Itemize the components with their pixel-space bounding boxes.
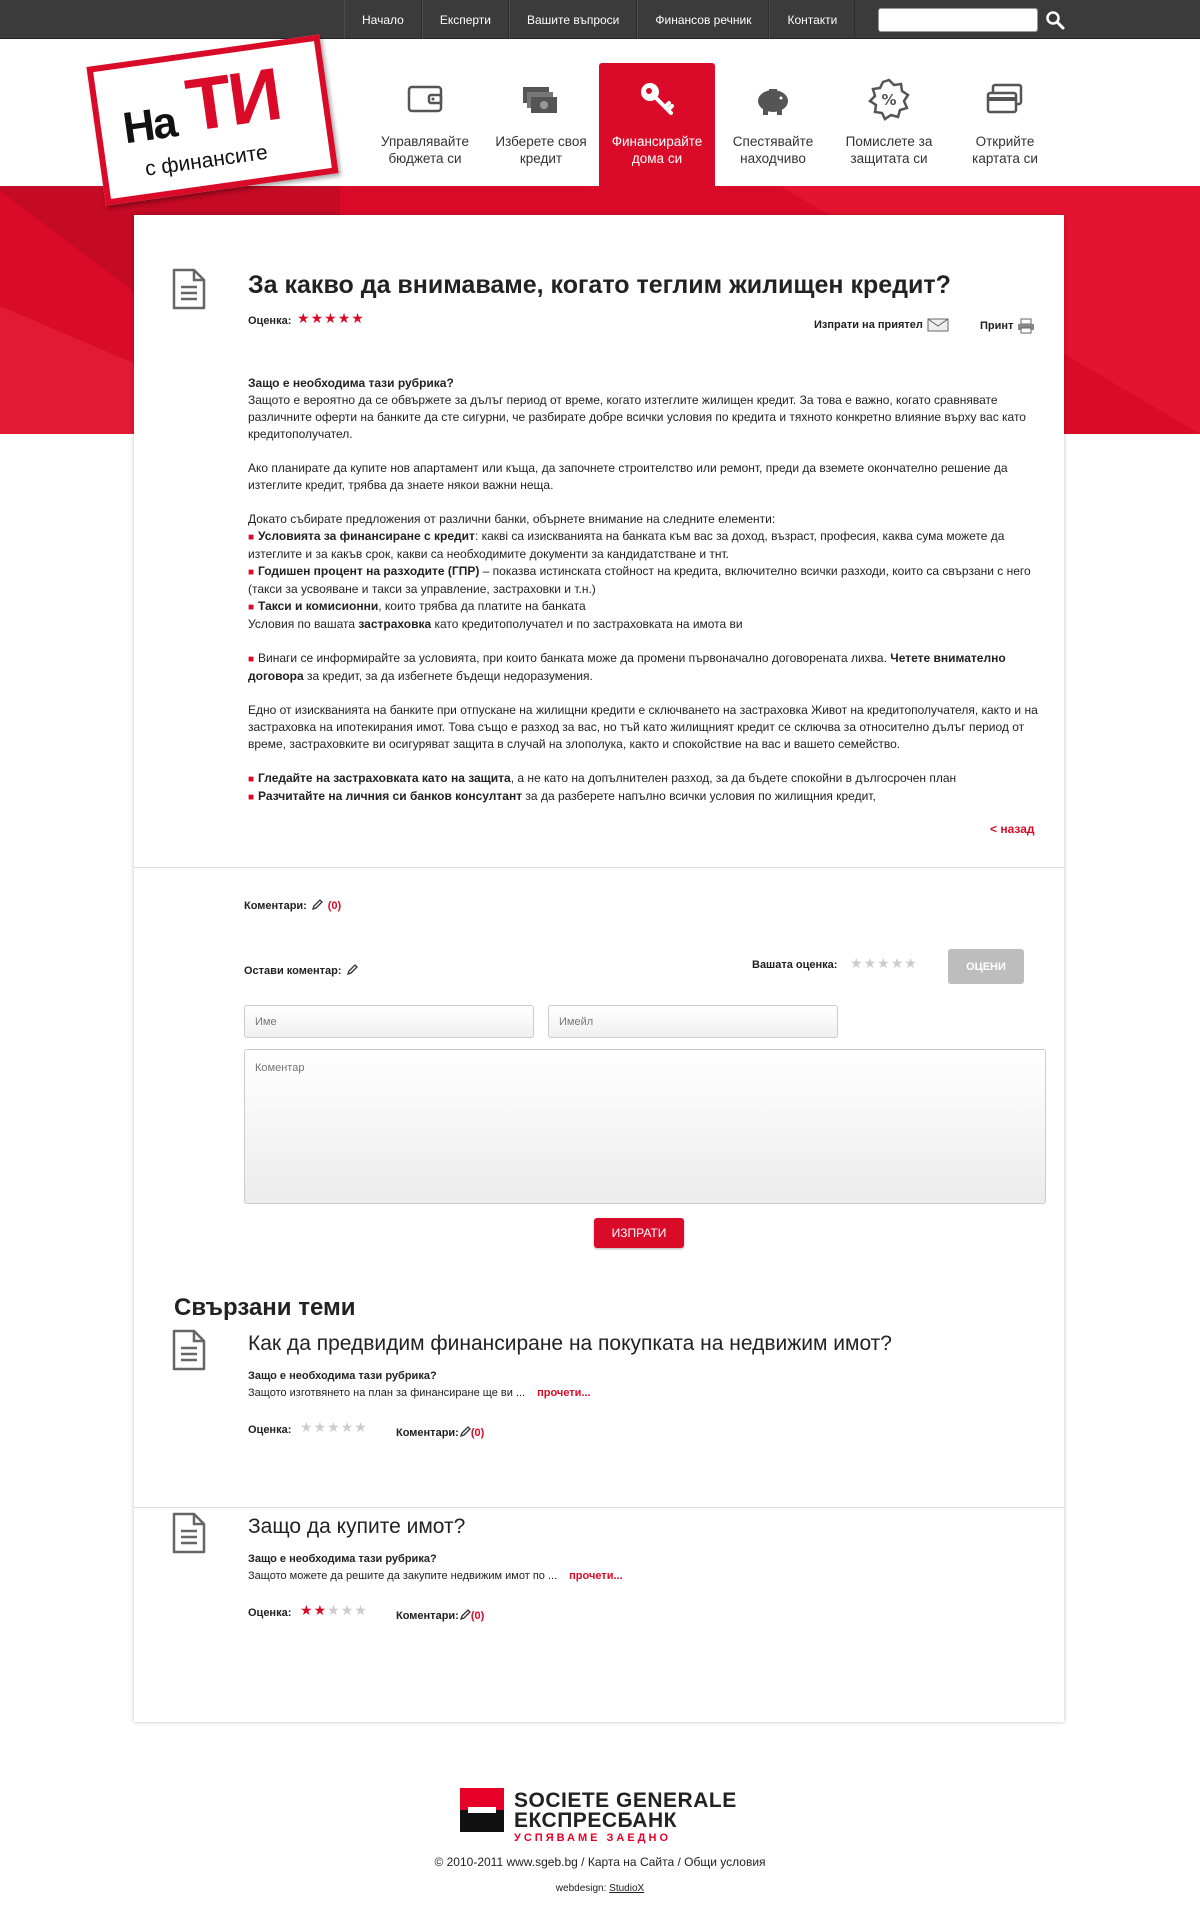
category-cards[interactable]: [947, 63, 1063, 186]
key-icon: [635, 77, 679, 121]
percent-badge-icon: [867, 77, 911, 121]
star-empty-icon: ★: [354, 1602, 368, 1618]
article-title: За какво да внимаваме, когато теглим жилищен кредит?: [248, 271, 951, 299]
article-body: [248, 375, 1038, 806]
star-filled-icon: ★: [324, 310, 338, 326]
related-item-title[interactable]: Защо да купите имот?: [248, 1515, 466, 1538]
print-link[interactable]: [980, 318, 1035, 334]
pencil-icon: [459, 1426, 471, 1438]
bank-name-line2: ЕКСПРЕСБАНК: [514, 1809, 677, 1832]
bank-name-line1: SOCIETE GENERALE: [514, 1789, 737, 1812]
rating-label: Оценка:: [248, 1424, 292, 1436]
topnav-your-questions[interactable]: Вашите въпроси: [509, 0, 637, 39]
category-credit[interactable]: [483, 63, 599, 186]
star-empty-icon[interactable]: ★: [863, 955, 878, 971]
category-label: Спестявайте находчиво: [732, 134, 814, 166]
category-label: Управлявайте бюджета си: [381, 134, 469, 166]
top-navigation: [344, 0, 855, 39]
star-empty-icon[interactable]: ★: [850, 955, 864, 971]
article-rating-stars: [297, 310, 365, 327]
svg-text:%: %: [881, 91, 897, 109]
category-savings[interactable]: [715, 63, 831, 186]
related-item-question: Защо е необходима тази рубрика?: [248, 1553, 437, 1565]
category-navigation: [367, 63, 1063, 186]
sitemap-link[interactable]: Карта на Сайта: [587, 1855, 675, 1869]
star-filled-icon: ★: [300, 1602, 314, 1618]
star-empty-icon[interactable]: ★: [877, 955, 891, 971]
submit-comment-button[interactable]: ИЗПРАТИ: [594, 1218, 684, 1248]
category-home[interactable]: [599, 63, 715, 186]
copyright-text: © 2010-2011 www.sgeb.bg: [434, 1855, 578, 1869]
divider: [134, 1507, 1064, 1508]
category-label: Помислете за защитата си: [845, 134, 933, 166]
related-item-question: Защо е необходима тази рубрика?: [248, 1370, 437, 1382]
search-input[interactable]: [878, 8, 1038, 32]
bank-slogan: УСПЯВАМЕ ЗАЕДНО: [514, 1832, 672, 1844]
rate-button[interactable]: ОЦЕНИ: [948, 949, 1024, 984]
cards-icon: [983, 77, 1027, 121]
star-filled-icon: ★: [297, 310, 311, 326]
topnav-glossary[interactable]: Финансов речник: [637, 0, 769, 39]
divider: [134, 867, 1064, 868]
wallet-icon: [403, 77, 447, 121]
terms-link[interactable]: Общи условия: [684, 1855, 766, 1869]
star-empty-icon: ★: [327, 1419, 341, 1435]
article-paragraph: Докато събирате предложения от различни банки, обърнете внимание на следните елементи:: [248, 512, 776, 526]
bullet-item: ■ Годишен процент на разходите (ГПР) – показва истинската стойност на кредита, включително всички разходи, които са свързани с него (такси за усвояване и такси за управление, застраховки и т.н.): [248, 564, 1031, 596]
name-field[interactable]: [244, 1005, 534, 1038]
star-empty-icon: ★: [313, 1419, 328, 1435]
article-paragraph: Ако планирате да купите нов апартамент или къща, да започнете строителство или ремонт, преди да вземете окончателно решение да изтеглите кредит, трябва да знаете някои важни неща.: [248, 461, 1008, 492]
rating-label: Оценка:: [248, 315, 292, 327]
printer-icon: [1017, 318, 1035, 334]
star-empty-icon[interactable]: ★: [904, 955, 918, 971]
related-item-comments: Коментари: (0): [396, 1427, 485, 1439]
category-label: Открийте картата си: [972, 134, 1038, 166]
category-budget[interactable]: [367, 63, 483, 186]
star-empty-icon: ★: [340, 1602, 355, 1618]
search-icon[interactable]: [1045, 10, 1065, 30]
article-paragraph: Защото е вероятно да се обвържете за дълъг период от време, когато изтеглите жилищен кредит. За това е важно, когато сравнявате различните оферти на банките да сте сигурни, че разбирате добре всички условия по кредита и тяхното конкретно влияние върху вас като кредитополучател.: [248, 393, 1026, 441]
document-icon: [170, 1328, 208, 1372]
bullet-item: ■ Условията за финансиране с кредит: каквi са изискванията на банката към вас за доход, възраст, професия, каква сума можете да изтеглите и за какъв срок, какви са необходимите документи за кандидатстване и тнт.: [248, 529, 1005, 561]
topnav-experts[interactable]: Експерти: [422, 0, 509, 39]
document-icon: [170, 1511, 208, 1555]
category-label: Финансирайте дома си: [611, 134, 703, 166]
related-item-excerpt: Защото изготвянето на план за финансиране ще ви ... прочети...: [248, 1387, 591, 1399]
print-label: Принт: [980, 320, 1014, 332]
logo-text-finances: с финансите: [143, 140, 270, 181]
comments-header: [244, 896, 341, 914]
bank-logo[interactable]: [460, 1788, 760, 1846]
logo-text-ti: ТИ: [181, 51, 285, 148]
related-item-title[interactable]: Как да предвидим финансиране на покупката на недвижим имот?: [248, 1332, 892, 1355]
bullet-item: ■ Такси и комисионни, които трябва да платите на банката: [248, 599, 586, 613]
bank-logo-square-icon: [460, 1788, 504, 1832]
rating-label: Оценка:: [248, 1607, 292, 1619]
star-filled-icon: ★: [313, 1602, 328, 1618]
article-paragraph: Едно от изискванията на банките при отпускане на жилищни кредити е сключването на застраховка Живот на кредитополучателя, както и на застраховка на ипотекирания имот. Това също е разход за вас, но тъй като жилищният кредит се сключва за относително дълъг период от време, застраховките ви осигуряват защита в случай на злополука, както и спокойствие на вас и вашето семейство.: [248, 703, 1038, 751]
comments-count: (0): [327, 900, 342, 912]
bullet-item: ■ Гледайте на застраховката като на защита, а не като на допълнителен разход, за да бъдете спокойни в дългосрочен план: [248, 771, 957, 785]
bullet-item: ■ Разчитайте на личния си банков консултант за да разберете напълно всички условия по жилищния кредит,: [248, 789, 876, 803]
top-bar: [0, 0, 1200, 39]
read-more-link[interactable]: прочети...: [537, 1387, 591, 1399]
money-icon: [519, 77, 563, 121]
bullet-item: Условия по вашата застраховка като кредитополучател и по застраховката на имота ви: [248, 617, 743, 631]
send-to-friend-label: Изпрати на приятел: [814, 319, 923, 331]
category-label: Изберете своя кредит: [495, 134, 587, 166]
star-empty-icon: ★: [354, 1419, 368, 1435]
piggy-bank-icon: [751, 77, 795, 121]
topnav-contacts[interactable]: Контакти: [769, 0, 855, 39]
footer-links: © 2010-2011 www.sgeb.bg / Карта на Сайта / Общи условия: [434, 1855, 766, 1869]
topnav-home[interactable]: Начало: [344, 0, 422, 39]
logo-text-na: На: [119, 97, 179, 154]
star-empty-icon: ★: [340, 1419, 355, 1435]
send-to-friend-link[interactable]: [814, 318, 949, 332]
pencil-icon: [311, 899, 323, 911]
comments-label: Коментари:: [244, 900, 307, 912]
leave-comment-header: [244, 961, 358, 979]
star-filled-icon: ★: [351, 310, 365, 326]
back-link[interactable]: < назад: [990, 822, 1035, 836]
content-panel: [134, 215, 1064, 1722]
category-protection[interactable]: [831, 63, 947, 186]
related-item-rating-stars: [300, 1602, 368, 1619]
star-empty-icon[interactable]: ★: [890, 955, 905, 971]
bullet-item: ■ Винаги се информирайте за условията, при които банката може да промени първоначално договорената лихва. Четете внимателно договора за кредит, за да избегнете бъдещи недоразумения.: [248, 651, 1006, 683]
related-item-comments: Коментари: (0): [396, 1610, 485, 1622]
leave-comment-label: Остави коментар:: [244, 965, 342, 977]
document-icon: [170, 267, 208, 311]
star-filled-icon: ★: [310, 310, 325, 326]
star-filled-icon: ★: [337, 310, 352, 326]
comment-textarea[interactable]: [244, 1049, 1046, 1204]
pencil-icon: [346, 964, 358, 976]
related-topics-title: Свързани теми: [174, 1294, 356, 1321]
article-heading: Защо е необходима тази рубрика?: [248, 376, 454, 390]
your-rating-label: Вашата оценка:: [752, 959, 838, 971]
read-more-link[interactable]: прочети...: [569, 1570, 623, 1582]
related-item-rating-stars: [300, 1419, 368, 1436]
pencil-icon: [459, 1609, 471, 1621]
envelope-icon: [927, 318, 949, 332]
star-empty-icon: ★: [327, 1602, 341, 1618]
related-item-excerpt: Защото можете да решите да закупите недвижим имот по ... прочети...: [248, 1570, 623, 1582]
webdesign-credit: webdesign: StudioX: [555, 1883, 645, 1894]
studiox-link[interactable]: StudioX: [609, 1883, 645, 1894]
star-empty-icon: ★: [300, 1419, 314, 1435]
your-rating-stars[interactable]: [850, 955, 918, 972]
email-field[interactable]: [548, 1005, 838, 1038]
